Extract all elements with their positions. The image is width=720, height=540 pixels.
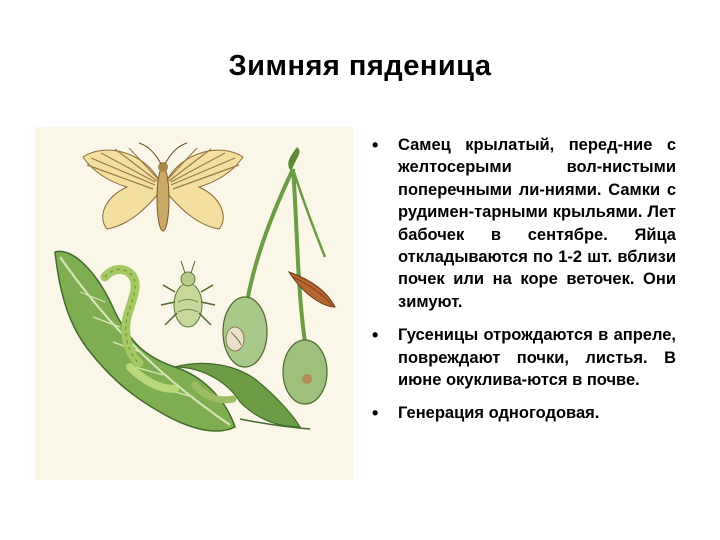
- bullet-list: [370, 134, 676, 436]
- bullet-item-generation: • Генерация одногодовая.: [370, 402, 676, 424]
- winter-moth-illustration: [35, 127, 353, 480]
- bullet-item-male-description: • Самец крылатый, перед-ние с желтосерыми вол-нистыми поперечными ли-ниями. Самки с рудимен-тарными крыльями. Лет бабочек в сентябре. Яйца откладываются по 1-2 шт. вблизи почек или на коре веточек. Они зимуют.: [370, 134, 676, 313]
- bullet-item-caterpillars: • Гусеницы отрождаются в апреле, повреждают почки, листья. В июне окуклива-ются в почве.: [370, 324, 676, 391]
- slide-title: Зимняя пяденица: [228, 50, 492, 82]
